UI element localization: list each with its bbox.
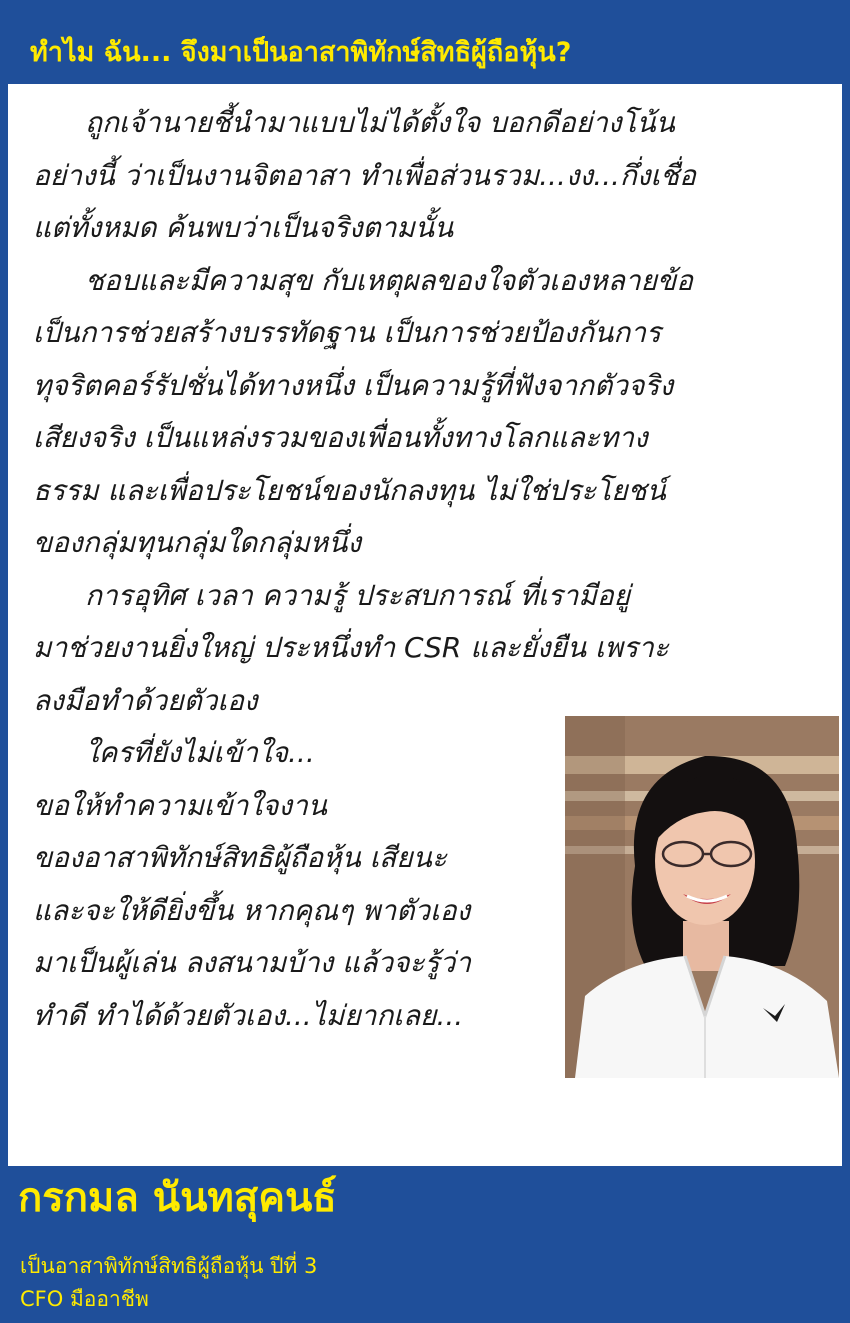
author-title: CFO มืออาชีพ (20, 1287, 149, 1311)
author-role: เป็นอาสาพิทักษ์สิทธิผู้ถือหุ้น ปีที่ 3 (20, 1254, 318, 1278)
paragraph-line: ถูกเจ้านายชี้นำมาแบบไม่ได้ตั้งใจ บอกดีอย่างโน้น (85, 106, 675, 139)
paragraph-line: เสียงจริง เป็นแหล่งรวมของเพื่อนทั้งทางโลกและทาง (33, 421, 648, 454)
paragraph-line: ชอบและมีความสุข กับเหตุผลของใจตัวเองหลายข้อ (85, 263, 693, 297)
paragraph-line: ขอให้ทำความเข้าใจงาน (33, 788, 327, 822)
paragraph-line: มาช่วยงานยิ่งใหญ่ ประหนึ่งทำ CSR และยั่งยืน เพราะ (33, 631, 669, 664)
paragraph-line: ลงมือทำด้วยตัวเอง (33, 683, 258, 717)
paragraph-line: ธรรม และเพื่อประโยชน์ของนักลงทุน ไม่ใช่ประโยชน์ (33, 473, 666, 507)
paragraph-line: ใครที่ยังไม่เข้าใจ... (85, 736, 315, 769)
paragraph-line: ทุจริตคอร์รัปชั่นได้ทางหนึ่ง เป็นความรู้ที่ฟังจากตัวจริง (33, 368, 674, 402)
paragraph-line: และจะให้ดียิ่งขึ้น หากคุณๆ พาตัวเอง (33, 893, 471, 927)
paragraph-line: เป็นการช่วยสร้างบรรทัดฐาน เป็นการช่วยป้องกันการ (33, 316, 661, 349)
portrait-icon (565, 716, 839, 1078)
author-photo (565, 716, 839, 1078)
author-name: กรกมล นันทสุคนธ์ (18, 1175, 337, 1221)
paragraph-line: การอุทิศ เวลา ความรู้ ประสบการณ์ ที่เรามีอยู่ (85, 578, 631, 612)
author-footer (0, 1166, 850, 1323)
paragraph-line: อย่างนี้ ว่าเป็นงานจิตอาสา ทำเพื่อส่วนรวม...งง...กึ่งเชื่อ (33, 158, 696, 192)
paragraph-line: ของกลุ่มทุนกลุ่มใดกลุ่มหนึ่ง (33, 526, 362, 559)
paragraph-line: มาเป็นผู้เล่น ลงสนามบ้าง แล้วจะรู้ว่า (33, 946, 472, 979)
paragraph-line: ของอาสาพิทักษ์สิทธิผู้ถือหุ้น เสียนะ (33, 841, 447, 874)
paragraph-line: ทำดี ทำได้ด้วยตัวเอง...ไม่ยากเลย... (33, 998, 464, 1032)
page-title: ทำไม ฉัน... จึงมาเป็นอาสาพิทักษ์สิทธิผู้ถือหุ้น? (30, 37, 572, 68)
paragraph-line: แต่ทั้งหมด ค้นพบว่าเป็นจริงตามนั้น (33, 211, 454, 244)
